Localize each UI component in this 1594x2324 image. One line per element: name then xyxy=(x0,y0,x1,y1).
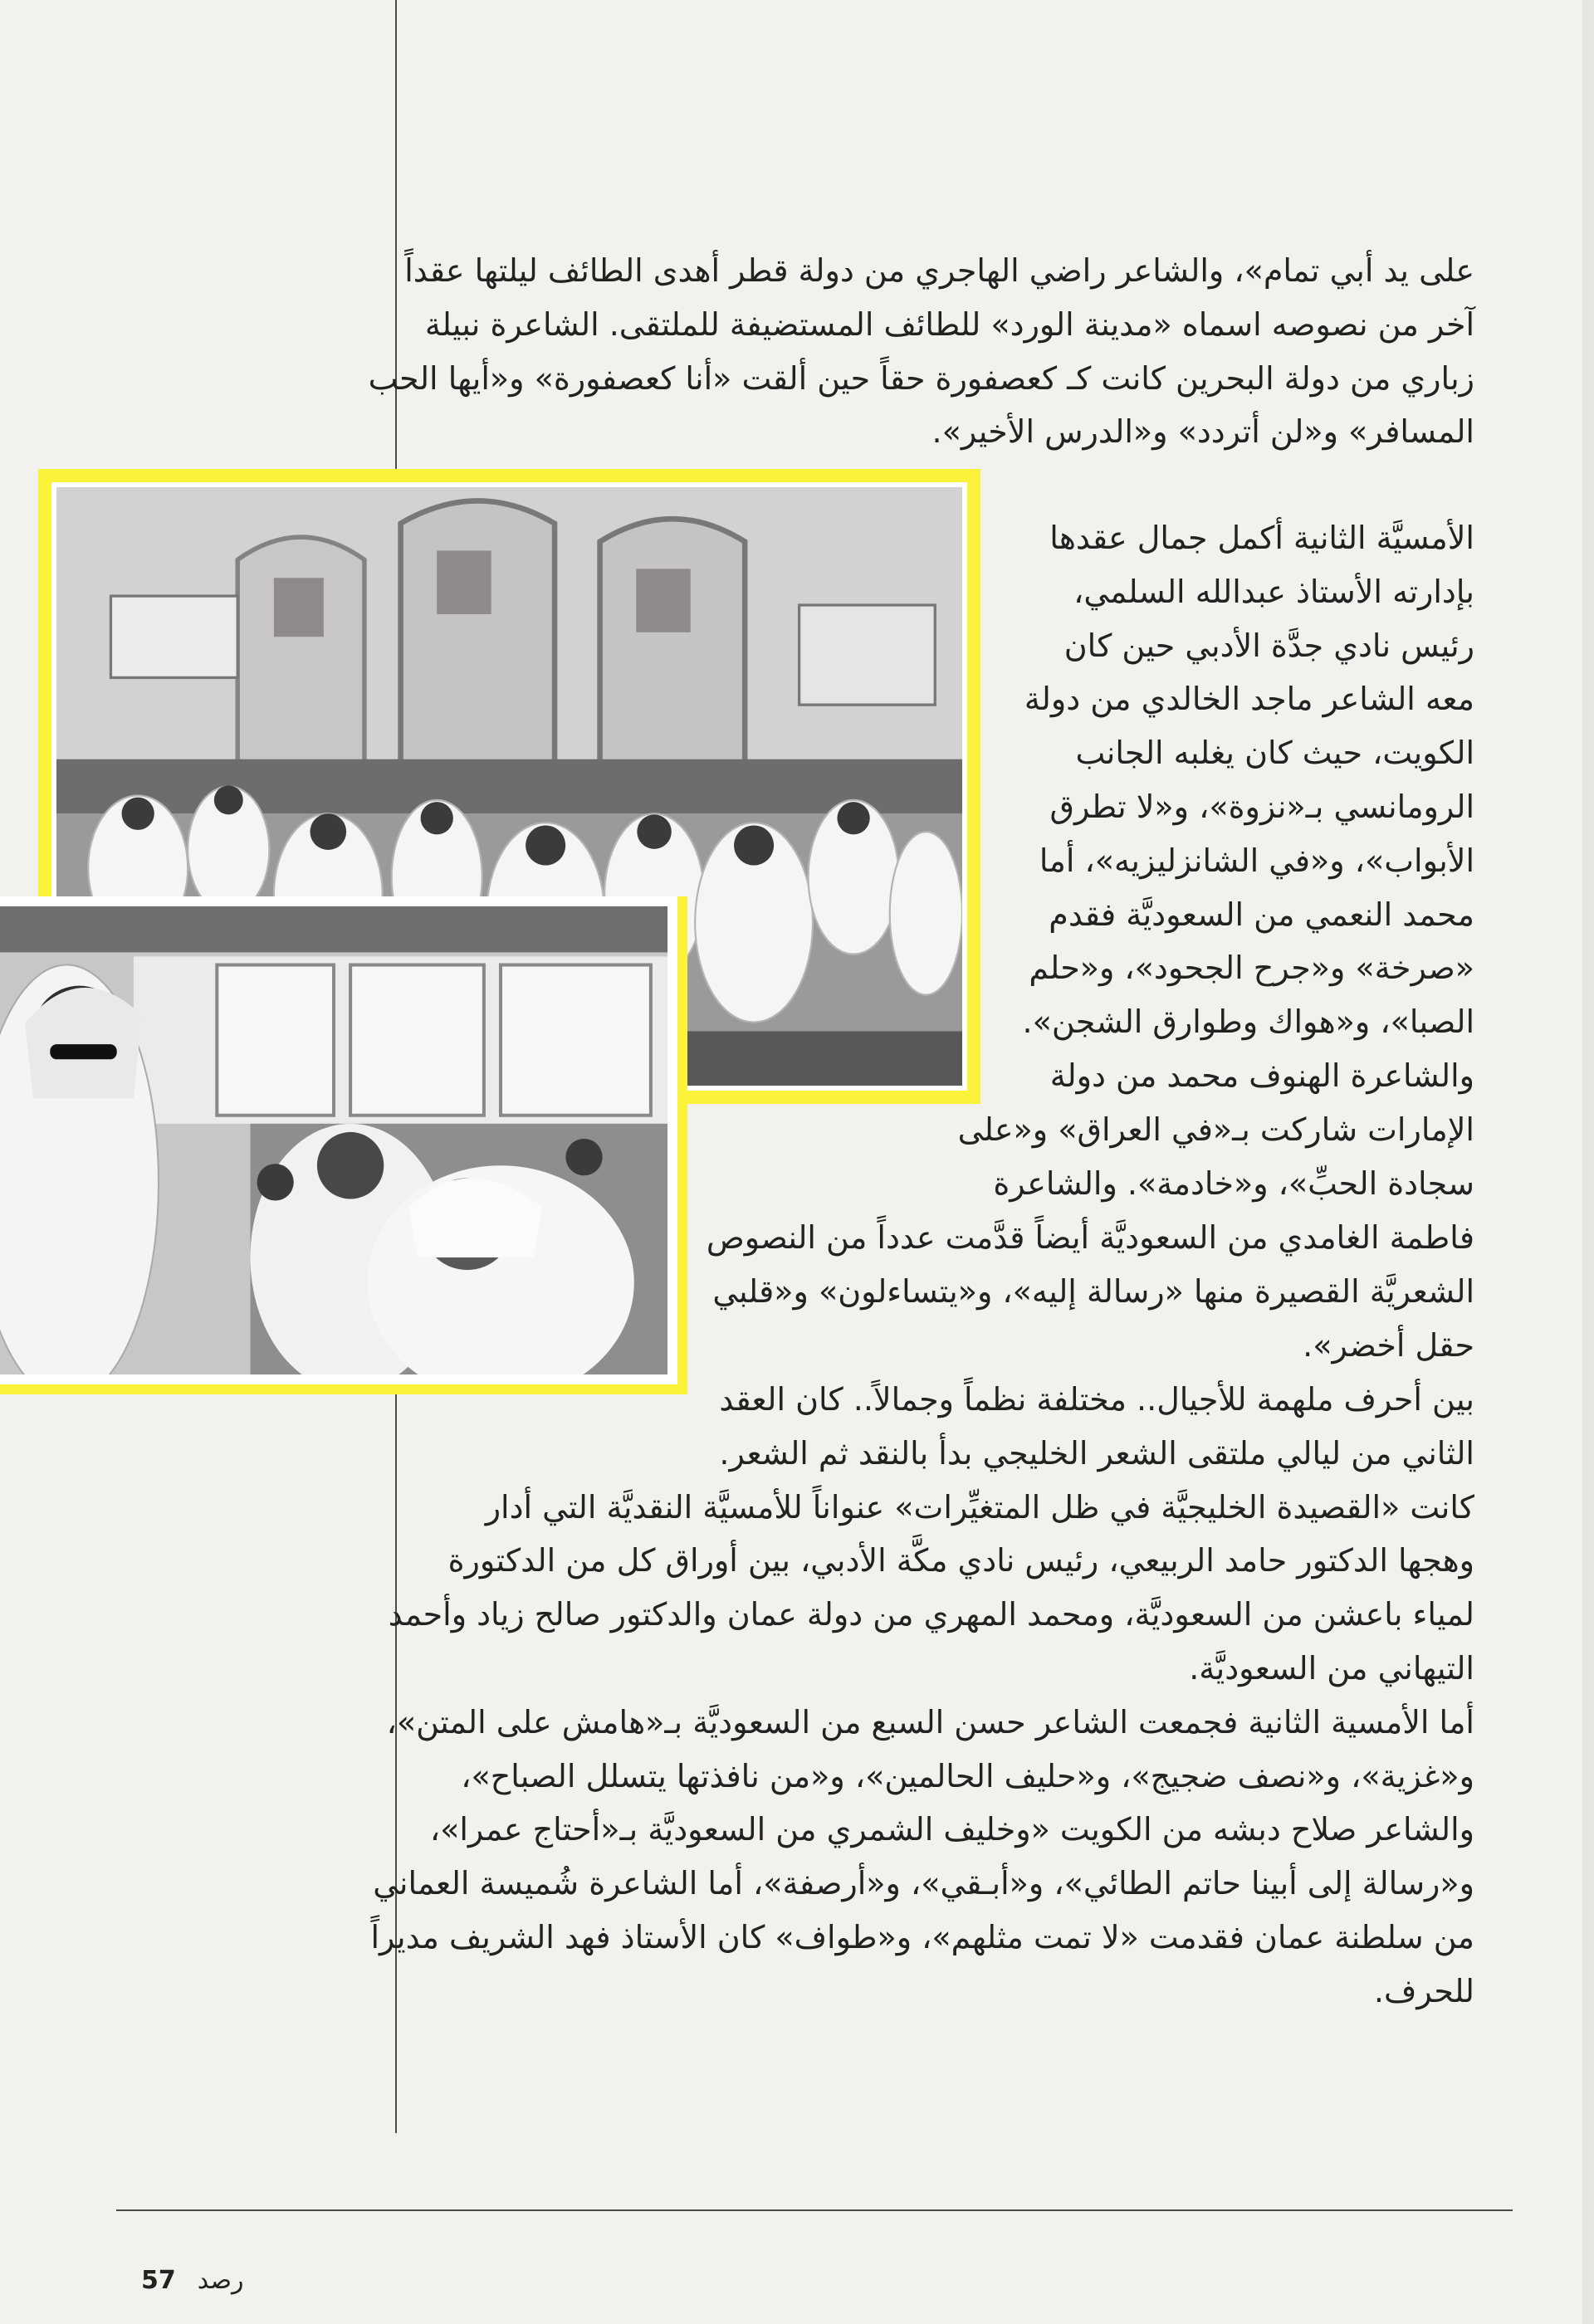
page-footer xyxy=(141,2266,243,2295)
text-line: الصبا»، و«هواك وطوارق الشجن». xyxy=(1022,1003,1474,1041)
text-line: الأبواب»، و«في الشانزليزيه»، أما xyxy=(1039,842,1474,879)
magazine-name: رصد xyxy=(197,2266,244,2295)
footer-rule xyxy=(116,2209,1513,2211)
article-text-bottom xyxy=(370,1373,1474,2019)
text-line: بإدارته الأستاذ عبدالله السلمي، xyxy=(1073,573,1474,610)
page-number: 57 xyxy=(141,2266,176,2295)
text-line: زباري من دولة البحرين كانت كـ كعصفورة حقاً حين ألقت «أنا كعصفورة» و«أيها الحب xyxy=(368,359,1474,397)
text-line: فاطمة الغامدي من السعوديَّة أيضاً قدَّمت عدداً من النصوص xyxy=(706,1219,1474,1256)
article-text-side xyxy=(958,511,1474,1210)
text-line: بين أحرف ملهمة للأجيال.. مختلفة نظماً وجمالاً.. كان العقد xyxy=(719,1381,1474,1418)
text-line: الرومانسي بـ«نزوة»، و«لا تطرق xyxy=(1049,788,1474,825)
text-line: حقل أخضر». xyxy=(1303,1326,1474,1364)
page-edge xyxy=(1582,0,1594,2324)
text-line: التيهاني من السعوديَّة. xyxy=(1189,1649,1474,1687)
bus-photo-image xyxy=(0,906,667,1374)
text-line: الكويت، حيث كان يغلبه الجانب xyxy=(1075,735,1474,772)
text-line: رئيس نادي جدَّة الأدبي حين كان xyxy=(1063,627,1474,664)
text-line: آخر من نصوصه اسماه «مدينة الورد» للطائف المستضيفة للملتقى. الشاعرة نبيلة xyxy=(424,305,1474,343)
text-line: و«غزية»، و«نصف ضجيج»، و«حليف الحالمين»، و«من نافذتها يتسلل الصباح»، xyxy=(461,1757,1474,1794)
text-line: من سلطنة عمان فقدمت «لا تمت مثلهم»، و«طواف» كان الأستاذ فهد الشريف مديراً xyxy=(370,1918,1474,1955)
text-line: الثاني من ليالي ملتقى الشعر الخليجي بدأ بالنقد ثم الشعر. xyxy=(719,1434,1474,1472)
text-line: لمياء باعشن من السعوديَّة، ومحمد المهري من دولة عمان والدكتور صالح زياد وأحمد xyxy=(388,1596,1474,1633)
text-line: والشاعرة الهنوف محمد من دولة xyxy=(1049,1057,1474,1094)
text-line: للحرف. xyxy=(1373,1972,1474,2009)
article-text-top xyxy=(369,244,1474,459)
text-line: محمد النعمي من السعوديَّة فقدم xyxy=(1049,896,1474,933)
text-line: سجادة الحبِّ»، و«خادمة». والشاعرة xyxy=(993,1164,1474,1202)
text-line: معه الشاعر ماجد الخالدي من دولة xyxy=(1024,681,1474,718)
text-line: وهجها الدكتور حامد الربيعي، رئيس نادي مكَّة الأدبي، بين أوراق كل من الدكتورة xyxy=(447,1542,1474,1579)
text-line: على يد أبي تمام»، والشاعر راضي الهاجري من دولة قطر أهدى الطائف ليلتها عقداً xyxy=(404,252,1474,289)
text-line: كانت «القصيدة الخليجيَّة في ظل المتغيِّرات» عنواناً للأمسيَّة النقديَّة التي أدار xyxy=(485,1488,1474,1526)
text-line: المسافر» و«لن أتردد» و«الدرس الأخير». xyxy=(931,413,1474,451)
text-line: الأمسيَّة الثانية أكمل جمال عقدها xyxy=(1049,520,1474,556)
text-line: أما الأمسية الثانية فجمعت الشاعر حسن السبع من السعوديَّة بـ«هامش على المتن»، xyxy=(386,1703,1474,1741)
text-line: الإمارات شاركت بـ«في العراق» و«على xyxy=(957,1111,1474,1148)
text-line: الشعريَّة القصيرة منها «رسالة إليه»، و«يتساءلون» و«قلبي xyxy=(712,1272,1474,1310)
photo-bus-trip xyxy=(0,896,687,1394)
text-line: و«رسالة إلى أبينا حاتم الطائي»، و«أبـقي»، و«أرصفة»، أما الشاعرة شُميسة العماني xyxy=(373,1865,1474,1902)
text-line: «صرخة» و«جرح الجحود»، و«حلم xyxy=(1029,950,1474,987)
text-line: والشاعر صلاح دبشه من الكويت «وخليف الشمري من السعوديَّة بـ«أحتاج عمرا»، xyxy=(429,1811,1474,1848)
article-text-mid xyxy=(707,1211,1474,1372)
